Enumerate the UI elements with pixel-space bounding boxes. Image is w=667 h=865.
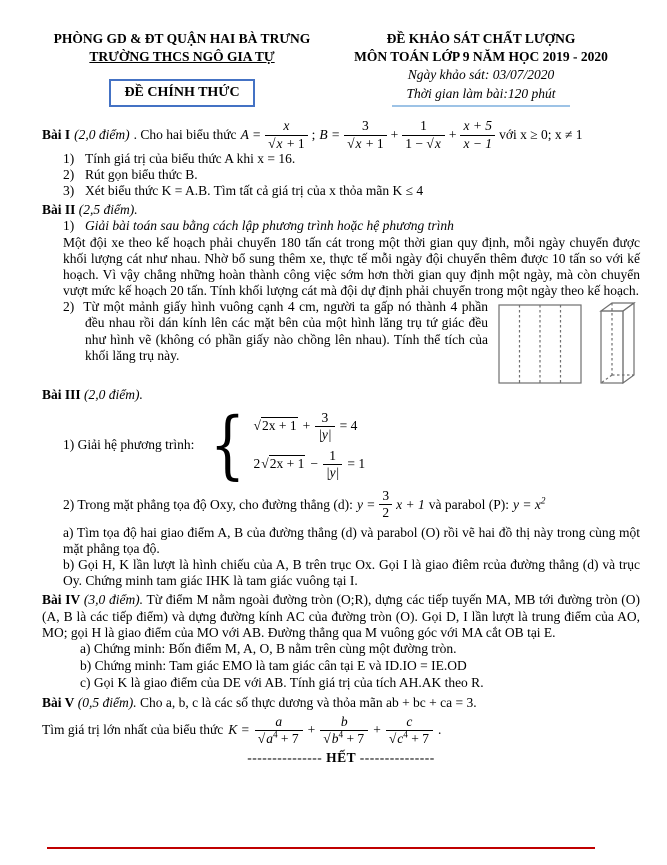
system-line-1: √2x + 1 + $\frac{3}{|y|}$ = 4: [253, 409, 358, 442]
fraction-K3: $\frac{c}{√c^4 + 7}$: [386, 715, 433, 746]
bai3-item2a: a) Tìm tọa độ hai giao điểm A, B của đường thẳng (d) và parabol (O) rồi vẽ hai đồ thị này trong cùng một mặt phẳng tọa độ.: [63, 524, 640, 556]
fraction: $\frac{1}{|y|}$: [323, 449, 342, 480]
exam-title-block: [322, 30, 640, 107]
equation-system: [254, 407, 371, 483]
bai3-heading: [42, 387, 640, 403]
bai3-item2b: b) Gọi H, K lần lượt là hình chiếu của A, B trên trục Ox. Gọi I là giao điêm rcủa đường thẳng (d) và trục Oy. Chứng minh tam giác IHK là tam giác vuông tại I.: [63, 557, 640, 589]
radical-icon: √: [347, 135, 355, 151]
bai1-points: (2,0 điểm): [74, 127, 130, 143]
fraction-3-2: $\frac{3}{2}$: [379, 489, 392, 520]
section-bai4: [42, 592, 640, 691]
bai1-item-3: 3) Xét biểu thức K = A.B. Tìm tất cả giá trị của x thỏa mãn K ≤ 4: [63, 183, 424, 199]
bai5-formula-line: Tìm giá trị lớn nhất của biểu thức K = $\frac{a}{√a^4 + 7}$ + $\frac{b}{√b^4 + 7}$ + $\frac{c}{√c^4 + 7}$ .: [42, 713, 442, 746]
header: [42, 30, 640, 107]
bai1-item-1: 1) Tính giá trị của biểu thức A khi x = 16.: [63, 150, 296, 166]
bai5-points: (0,5 điểm).: [77, 694, 137, 710]
radical-icon: √: [253, 418, 261, 434]
bai2-figures: [498, 301, 640, 387]
prism-figure: [601, 303, 634, 383]
radical-icon: √: [257, 730, 266, 746]
fraction: $\frac{3}{|y|}$: [315, 411, 334, 442]
official-exam-box: ĐỀ CHÍNH THỨC: [109, 79, 254, 107]
exam-date: Ngày khảo sát: 03/07/2020: [407, 67, 555, 83]
section-bai1: [42, 119, 640, 199]
bai4-points: (3,0 điểm).: [83, 592, 144, 608]
bai1-item-2: 2) Rút gọn biểu thức B.: [63, 166, 198, 182]
fraction-A: $\frac{x}{√x + 1}$: [265, 119, 308, 150]
bai1-intro: . Cho hai biểu thức: [133, 127, 237, 143]
system-line-2: 2 √2x + 1 − $\frac{1}{|y|}$ = 1: [253, 447, 366, 480]
bai2-item1-body: Một đội xe theo kế hoạch phải chuyển 180 tấn cát trong một thời gian quy định, mỗi ngày chuyển được khối lượng cát như nhau. Nhờ bổ sung thêm xe, thực tế mỗi ngày đội chuyển thêm được 10 tấn so với kế hoạch. Vì vậy chẳng những hoàn thành công việc sớm hơn thời gian quy định một ngày, mà còn chuyển vượt mức kế hoạch 20 tấn. Tính khối lượng cát mà đội dự định phải chuyển trong một ngày theo kế hoạch.: [63, 234, 640, 299]
system-brace: {: [210, 401, 246, 488]
expr-K-lhs: K =: [228, 722, 250, 738]
bai1-label: Bài I: [42, 127, 71, 143]
bai1-heading: Bài I (2,0 điểm) . Cho hai biểu thức A = $\frac{x}{√x + 1}$ ; B = $\frac{3}{√x + 1}$ + $\frac{1}{1 - √x}$ + $\frac{x + 5}{x - 1}$ với x ≥ 0; x ≠ 1: [42, 118, 583, 151]
section-bai2: [42, 202, 640, 364]
radical-expression: √2x + 1: [261, 456, 305, 472]
radical-icon: √: [268, 135, 276, 151]
exam-duration: Thời gian làm bài:120 phút: [406, 85, 556, 101]
bai4-c: c) Gọi K là giao điểm của DE với AB. Tính giá trị của tích AH.AK theo R.: [80, 674, 484, 690]
section-bai3: [42, 387, 640, 589]
bai3-item1-label: 1) Giải hệ phương trình:: [63, 437, 195, 453]
radical-icon: √: [388, 730, 397, 746]
department-name: PHÒNG GD & ĐT QUẬN HAI BÀ TRƯNG: [53, 31, 311, 46]
official-box-wrap: [42, 79, 322, 107]
bai2-item2: [63, 299, 640, 364]
header-divider: [392, 105, 570, 107]
radical-icon: √: [261, 456, 269, 472]
radical-icon: √: [426, 135, 434, 151]
bai2-heading: [42, 202, 640, 218]
bai1-condition: với x ≥ 0; x ≠ 1: [499, 127, 583, 143]
radical-expression: √2x + 1: [253, 418, 297, 434]
bai5-heading: Bài V (0,5 điểm). Cho a, b, c là các số thực dương và thỏa mãn ab + bc + ca = 3.: [42, 694, 477, 710]
bai3-points: (2,0 điểm).: [84, 387, 143, 403]
exam-title: ĐỀ KHẢO SÁT CHẤT LƯỢNG: [386, 31, 576, 46]
folded-square-figure: [499, 305, 581, 383]
expr-B-lhs: B =: [319, 127, 341, 143]
bai2-label: Bài II: [42, 202, 76, 218]
exam-subject: MÔN TOÁN LỚP 9 NĂM HỌC 2019 - 2020: [354, 49, 608, 65]
bai3-item1: [63, 401, 640, 488]
section-bai5: [42, 695, 640, 746]
bai4-label: Bài IV: [42, 592, 81, 608]
expr-A-lhs: A =: [240, 127, 262, 143]
bai2-item1-title: 1) Giải bài toán sau bằng cách lập phương trình hoặc hệ phương trình: [63, 218, 454, 234]
fraction-B3: $\frac{x + 5}{x - 1}$: [460, 119, 495, 150]
fraction-K1: $\frac{a}{√a^4 + 7}$: [255, 715, 303, 746]
school-block: [42, 30, 322, 107]
end-marker: --------------- HẾT ---------------: [247, 749, 435, 765]
bai4-body: Bài IV (3,0 điểm). Từ điểm M nằm ngoài đường tròn (O;R), dựng các tiếp tuyến MA, MB tới đường tròn (O) (A, B là các tiếp điểm) và dựng đường kính AC của đường tròn (O). Gọi D, I lần lượt là trung điểm của AO, MO; gọi H là giao điểm của MO với AB. Đường thẳng qua M vuông góc với MA cắt OB tại E.: [42, 592, 641, 640]
bai5-label: Bài V: [42, 694, 75, 710]
school-name: TRƯỜNG THCS NGÔ GIA TỰ: [89, 49, 275, 65]
bai2-points: (2,5 điểm).: [78, 202, 138, 218]
bai4-a: a) Chứng minh: Bốn điểm M, A, O, B nằm trên cùng một đường tròn.: [80, 640, 457, 656]
folded-paper-and-prism-figure: [498, 301, 640, 387]
bai3-item2: 2) Trong mặt phẳng tọa độ Oxy, cho đường thẳng (d): y = $\frac{3}{2}$ x + 1 và parabol (P): $y = x^2$: [63, 488, 546, 521]
bai2-item2-text: 2) Từ một mảnh giấy hình vuông cạnh 4 cm, người ta gấp nó thành 4 phần đều nhau rồi dán kính lên các mặt bên của một hình lăng trụ tứ giác đều như hình vẽ (không có phần giấy nào chồng lên nhau). Tính thể tích của khối lăng trụ này.: [63, 299, 489, 363]
radical-icon: √: [323, 730, 331, 746]
bottom-red-rule: [47, 847, 595, 849]
bai3-label: Bài III: [42, 387, 81, 403]
parabola-equation: $y = x^2$: [513, 495, 546, 512]
fraction-B2: $\frac{1}{1 - √x}$: [402, 119, 445, 150]
fraction-B1: $\frac{3}{√x + 1}$: [344, 119, 387, 150]
het-label: HẾT: [322, 749, 360, 765]
bai4-b: b) Chứng minh: Tam giác EMO là tam giác cân tại E và ID.IO = IE.OD: [80, 657, 467, 673]
fraction-K2: $\frac{b}{√b^4 + 7}$: [320, 715, 368, 746]
